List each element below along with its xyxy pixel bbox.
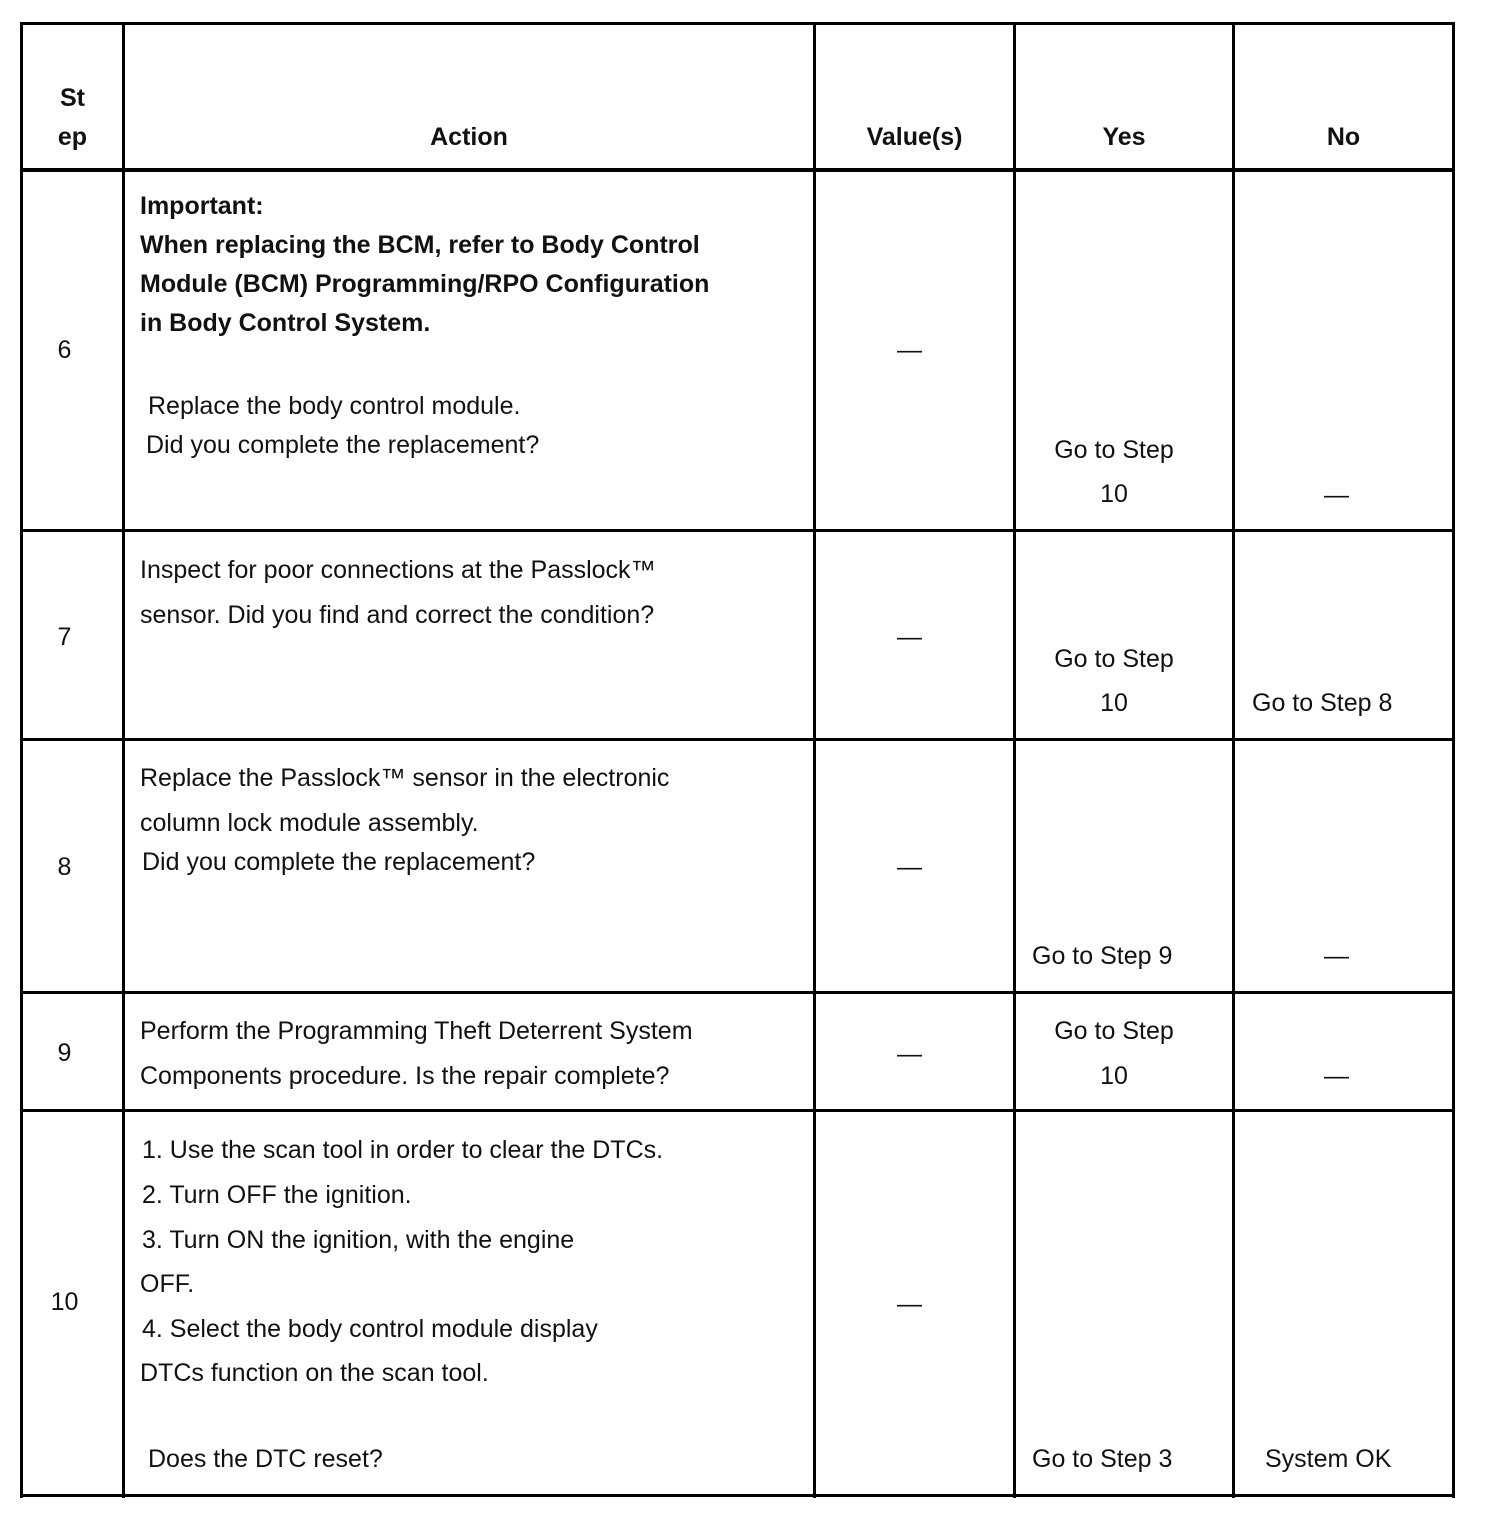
header-values: Value(s) [866,123,963,151]
action-line: 2. Turn OFF the ignition. [142,1181,412,1209]
header-divider [20,168,1455,172]
value-dash: — [897,853,922,881]
action-line: Inspect for poor connections at the Passlock™ [140,556,656,584]
important-note-line: in Body Control System. [140,309,431,337]
action-line: Did you complete the replacement? [142,848,536,876]
table-border-right [1452,24,1455,1498]
yes-result: Go to Step [1054,436,1174,464]
column-divider [1013,24,1016,1498]
step-number: 8 [57,853,72,881]
action-line: Did you complete the replacement? [146,431,540,459]
step-number: 7 [57,623,72,651]
header-yes: Yes [1102,123,1146,151]
no-result: — [1324,481,1349,509]
value-dash: — [897,1040,922,1068]
yes-result: 10 [1100,480,1128,508]
no-result: — [1324,1062,1349,1090]
value-dash: — [897,1290,922,1318]
action-line: Perform the Programming Theft Deterrent System [140,1017,693,1045]
step-number: 9 [57,1039,72,1067]
no-result: System OK [1265,1445,1392,1473]
column-divider [1232,24,1235,1498]
yes-result: 10 [1100,1062,1128,1090]
step-number: 6 [57,336,72,364]
table-border-left [20,24,23,1498]
no-result: — [1324,942,1349,970]
action-line: 1. Use the scan tool in order to clear the DTCs. [142,1136,664,1164]
action-line: 3. Turn ON the ignition, with the engine [142,1226,575,1254]
table-border-bottom [20,1494,1455,1497]
header-step-line2: ep [57,123,88,151]
yes-result: Go to Step [1054,1017,1174,1045]
step-number: 10 [50,1288,79,1316]
action-line: DTCs function on the scan tool. [140,1359,489,1387]
yes-result: Go to Step [1054,645,1174,673]
column-divider [813,24,816,1498]
action-line: 4. Select the body control module display [142,1315,598,1343]
value-dash: — [897,336,922,364]
value-dash: — [897,623,922,651]
header-action: Action [430,123,508,151]
yes-result: 10 [1100,689,1128,717]
column-divider [122,24,125,1498]
row-divider [20,529,1455,532]
action-line: Replace the body control module. [148,392,521,420]
action-line: sensor. Did you find and correct the condition? [140,601,655,629]
header-no: No [1326,123,1361,151]
table-border-top [20,22,1455,25]
yes-result: Go to Step 3 [1032,1445,1173,1473]
action-line: OFF. [140,1270,195,1298]
action-line: Replace the Passlock™ sensor in the electronic [140,764,670,792]
header-step-line1: St [60,84,85,112]
important-note-line: Module (BCM) Programming/RPO Configuration [140,270,710,298]
row-divider [20,738,1455,741]
action-line: column lock module assembly. [140,809,479,837]
row-divider [20,991,1455,994]
important-label: Important: [140,192,264,220]
no-result: Go to Step 8 [1252,689,1393,717]
action-line: Does the DTC reset? [148,1445,383,1473]
important-note-line: When replacing the BCM, refer to Body Control [140,231,700,259]
yes-result: Go to Step 9 [1032,942,1173,970]
action-line: Components procedure. Is the repair complete? [140,1062,670,1090]
row-divider [20,1109,1455,1112]
